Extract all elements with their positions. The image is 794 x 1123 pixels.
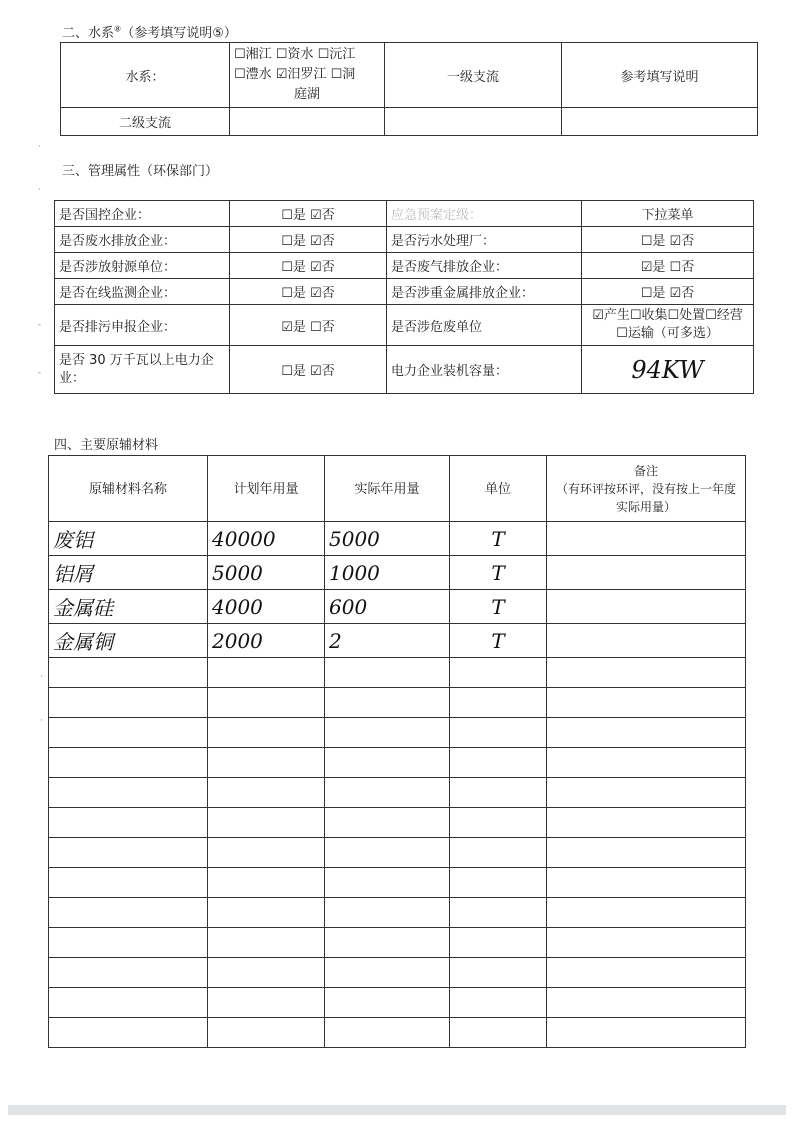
empty-cell[interactable] (49, 688, 208, 718)
empty-cell[interactable] (547, 658, 746, 688)
exhaust-gas-choice[interactable]: ☑是 ☐否 (582, 253, 754, 279)
empty-cell[interactable] (547, 868, 746, 898)
empty-cell[interactable] (325, 838, 450, 868)
table-row (49, 718, 746, 748)
pollution-declaration-choice[interactable]: ☑是 ☐否 (230, 305, 387, 346)
empty-cell[interactable] (49, 1018, 208, 1048)
water-system-options[interactable] (230, 43, 385, 108)
secondary-tributary-cell-2[interactable] (385, 108, 562, 136)
empty-cell[interactable] (547, 688, 746, 718)
table-row (49, 658, 746, 688)
empty-cell[interactable] (49, 718, 208, 748)
empty-cell[interactable] (450, 778, 547, 808)
hazardous-waste-choice[interactable]: ☑产生☐收集☐处置☐经营 ☐运输（可多选） (582, 305, 754, 346)
table-row (49, 556, 746, 590)
installed-capacity-value[interactable]: 94KW (582, 346, 754, 394)
empty-cell[interactable] (49, 988, 208, 1018)
col-planned-usage: 计划年用量 (208, 456, 325, 522)
empty-cell[interactable] (208, 928, 325, 958)
actual-usage[interactable]: 1000 (325, 556, 450, 590)
col-remark-note: （有环评按环评，没有按上一年度实际用量） (555, 481, 736, 514)
empty-cell[interactable] (450, 868, 547, 898)
empty-cell[interactable] (450, 748, 547, 778)
empty-cell[interactable] (547, 748, 746, 778)
emergency-plan-label: 应急预案定级： (387, 201, 582, 227)
section2-title-text: 二、水系 (62, 26, 115, 41)
water-system-table (60, 42, 758, 136)
emergency-plan-dropdown[interactable]: 下拉菜单 (582, 201, 754, 227)
planned-usage[interactable]: 5000 (208, 556, 325, 590)
material-name[interactable]: 金属硅 (49, 590, 208, 624)
empty-cell[interactable] (208, 958, 325, 988)
secondary-tributary-cell-3[interactable] (562, 108, 758, 136)
table-row (49, 778, 746, 808)
empty-cell[interactable] (325, 898, 450, 928)
unit[interactable]: T (450, 590, 547, 624)
empty-cell[interactable] (208, 1018, 325, 1048)
col-unit: 单位 (450, 456, 547, 522)
empty-cell[interactable] (208, 838, 325, 868)
empty-cell[interactable] (208, 718, 325, 748)
empty-cell[interactable] (547, 988, 746, 1018)
table-row (49, 868, 746, 898)
material-name[interactable]: 废铝 (49, 522, 208, 556)
remark[interactable] (547, 590, 746, 624)
empty-cell[interactable] (325, 778, 450, 808)
empty-cell[interactable] (325, 868, 450, 898)
scan-mark: · (40, 716, 43, 726)
empty-cell[interactable] (325, 958, 450, 988)
table-row (49, 838, 746, 868)
empty-cell[interactable] (49, 958, 208, 988)
section2-title-note: （参考填写说明⑤） (121, 26, 237, 41)
col-material-name: 原辅材料名称 (49, 456, 208, 522)
empty-cell[interactable] (49, 658, 208, 688)
radiation-choice[interactable]: ☐是 ☑否 (230, 253, 387, 279)
material-name[interactable]: 金属铜 (49, 624, 208, 658)
empty-cell[interactable] (547, 958, 746, 988)
online-monitoring-label: 是否在线监测企业： (55, 279, 230, 305)
empty-cell[interactable] (208, 748, 325, 778)
empty-cell[interactable] (208, 898, 325, 928)
empty-cell[interactable] (325, 658, 450, 688)
empty-cell[interactable] (208, 658, 325, 688)
primary-tributary-label: 一级支流 (385, 43, 562, 108)
remark[interactable] (547, 522, 746, 556)
empty-cell[interactable] (49, 868, 208, 898)
planned-usage[interactable]: 4000 (208, 590, 325, 624)
actual-usage[interactable]: 600 (325, 590, 450, 624)
empty-cell[interactable] (325, 988, 450, 1018)
empty-cell[interactable] (547, 778, 746, 808)
col-remark-title: 备注 (633, 463, 658, 478)
empty-cell[interactable] (547, 1018, 746, 1048)
empty-cell[interactable] (547, 718, 746, 748)
secondary-tributary-label: 二级支流 (61, 108, 230, 136)
power-enterprise-label: 是否 30 万千瓦以上电力企业： (55, 346, 230, 394)
col-actual-usage: 实际年用量 (325, 456, 450, 522)
empty-cell[interactable] (325, 688, 450, 718)
empty-cell[interactable] (450, 988, 547, 1018)
management-table (54, 200, 754, 394)
empty-cell[interactable] (450, 658, 547, 688)
empty-cell[interactable] (208, 868, 325, 898)
empty-cell[interactable] (325, 718, 450, 748)
heavy-metal-label: 是否涉重金属排放企业： (387, 279, 582, 305)
remark[interactable] (547, 556, 746, 590)
radiation-label: 是否涉放射源单位： (55, 253, 230, 279)
empty-cell[interactable] (208, 688, 325, 718)
wastewater-choice[interactable]: ☐是 ☑否 (230, 227, 387, 253)
empty-cell[interactable] (450, 838, 547, 868)
scan-mark: · (40, 672, 43, 682)
online-monitoring-choice[interactable]: ☐是 ☑否 (230, 279, 387, 305)
empty-cell[interactable] (450, 688, 547, 718)
scan-mark: - (38, 368, 42, 378)
empty-cell[interactable] (325, 808, 450, 838)
table-row (49, 958, 746, 988)
planned-usage[interactable]: 2000 (208, 624, 325, 658)
empty-cell[interactable] (49, 838, 208, 868)
empty-cell[interactable] (450, 1018, 547, 1048)
section2-title (62, 22, 237, 41)
sewage-plant-choice[interactable]: ☐是 ☑否 (582, 227, 754, 253)
wastewater-label: 是否废水排放企业： (55, 227, 230, 253)
table-row (49, 898, 746, 928)
table-row (49, 988, 746, 1018)
table-row (49, 624, 746, 658)
sewage-plant-label: 是否污水处理厂： (387, 227, 582, 253)
empty-cell[interactable] (325, 928, 450, 958)
state-controlled-choice[interactable]: ☐是 ☑否 (230, 201, 387, 227)
empty-cell[interactable] (49, 808, 208, 838)
table-row (49, 808, 746, 838)
empty-cell[interactable] (49, 778, 208, 808)
planned-usage[interactable]: 40000 (208, 522, 325, 556)
state-controlled-label: 是否国控企业： (55, 201, 230, 227)
material-name[interactable]: 铝屑 (49, 556, 208, 590)
water-options-line1: ☐湘江 ☐资水 ☐沅江 (234, 47, 356, 62)
unit[interactable]: T (450, 556, 547, 590)
section3-title: 三、管理属性（环保部门） (62, 164, 219, 179)
water-options-line3: 庭湖 (293, 87, 320, 102)
empty-cell[interactable] (547, 928, 746, 958)
empty-cell[interactable] (208, 808, 325, 838)
empty-cell[interactable] (49, 928, 208, 958)
empty-cell[interactable] (325, 748, 450, 778)
table-row (49, 688, 746, 718)
power-enterprise-choice[interactable]: ☐是 ☑否 (230, 346, 387, 394)
scan-bottom-edge (8, 1105, 786, 1115)
empty-cell[interactable] (325, 1018, 450, 1048)
empty-cell[interactable] (547, 838, 746, 868)
unit[interactable]: T (450, 624, 547, 658)
water-system-label: 水系： (61, 43, 230, 108)
empty-cell[interactable] (208, 778, 325, 808)
remark[interactable] (547, 624, 746, 658)
empty-cell[interactable] (49, 748, 208, 778)
empty-cell[interactable] (547, 808, 746, 838)
empty-cell[interactable] (450, 808, 547, 838)
empty-cell[interactable] (450, 898, 547, 928)
exhaust-gas-label: 是否废气排放企业： (387, 253, 582, 279)
empty-cell[interactable] (450, 958, 547, 988)
col-remark (547, 456, 746, 522)
actual-usage[interactable]: 5000 (325, 522, 450, 556)
scan-mark: · (38, 185, 41, 195)
scan-mark: · (38, 142, 41, 152)
empty-cell[interactable] (450, 928, 547, 958)
scan-mark: - (38, 320, 42, 330)
reference-note-label: 参考填写说明 (562, 43, 758, 108)
footnote-mark: ⑧ (114, 24, 122, 34)
water-options-line2: ☐澧水 ☑汨罗江 ☐洞 (234, 67, 356, 82)
table-row (49, 1018, 746, 1048)
actual-usage[interactable]: 2 (325, 624, 450, 658)
table-row (49, 748, 746, 778)
empty-cell[interactable] (450, 718, 547, 748)
section4-title: 四、主要原辅材料 (54, 438, 159, 453)
empty-cell[interactable] (547, 898, 746, 928)
hazardous-waste-label: 是否涉危废单位 (387, 305, 582, 346)
table-row (49, 522, 746, 556)
heavy-metal-choice[interactable]: ☐是 ☑否 (582, 279, 754, 305)
pollution-declaration-label: 是否排污申报企业： (55, 305, 230, 346)
table-row (49, 928, 746, 958)
empty-cell[interactable] (49, 898, 208, 928)
secondary-tributary-value[interactable] (230, 108, 385, 136)
installed-capacity-label: 电力企业装机容量： (387, 346, 582, 394)
table-row (49, 590, 746, 624)
empty-cell[interactable] (208, 988, 325, 1018)
unit[interactable]: T (450, 522, 547, 556)
materials-table (48, 455, 746, 1048)
